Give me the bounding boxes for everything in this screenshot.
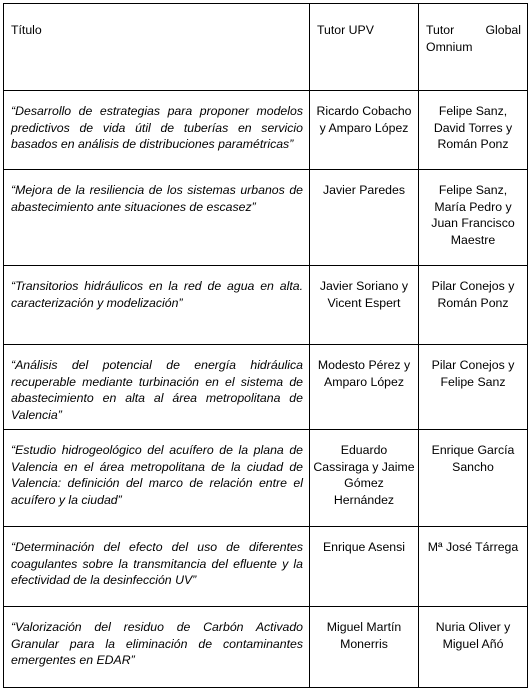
project-title: “Valorización del residuo de Carbón Activado Granular para la eliminación de contaminantes emergentes en EDAR” [4,607,310,688]
table-row [4,430,528,527]
tutor-upv-cell: Javier Paredes [310,170,419,266]
table-row [4,266,528,345]
header-row [4,4,528,91]
tutor-upv-cell: Javier Soriano y Vicent Espert [310,266,419,345]
project-title: “Estudio hidrogeológico del acuífero de la plana de Valencia en el área metropolitana de la ciudad de Valencia: definición del marco de relación entre el acuífero y la ciudad” [4,430,310,527]
project-title: “Transitorios hidráulicos en la red de agua en alta. caracterización y modelización” [4,266,310,345]
table-row [4,607,528,688]
tutor-upv-cell: Modesto Pérez y Amparo López [310,345,419,430]
tutor-global-cell: Enrique García Sancho [419,430,528,527]
tutor-upv-cell: Ricardo Cobacho y Amparo López [310,91,419,170]
tutor-global-cell: Pilar Conejos y Felipe Sanz [419,345,528,430]
header-tutor-upv: Tutor UPV [310,4,419,91]
table-row [4,345,528,430]
tutor-upv-cell: Miguel Martín Monerris [310,607,419,688]
table-row [4,170,528,266]
projects-table [3,3,528,688]
project-title: “Mejora de la resiliencia de los sistemas urbanos de abastecimiento ante situaciones de escasez” [4,170,310,266]
project-title: “Análisis del potencial de energía hidráulica recuperable mediante turbinación en el sistema de abastecimiento en alta al área metropolitana de Valencia” [4,345,310,430]
tutor-global-cell: Felipe Sanz, María Pedro y Juan Francisco Maestre [419,170,528,266]
header-tutor-global-line2: Omnium [426,39,473,54]
header-title: Título [4,4,310,91]
tutor-global-cell: Felipe Sanz, David Torres y Román Ponz [419,91,528,170]
tutor-global-cell: Mª José Tárrega [419,527,528,607]
project-title: “Determinación del efecto del uso de diferentes coagulantes sobre la transmitancia del efluente y la efectividad de la desinfección UV” [4,527,310,607]
tutor-upv-cell: Enrique Asensi [310,527,419,607]
table-row [4,527,528,607]
header-tutor-global-line1: Tutor Global [426,23,521,37]
tutor-global-cell: Nuria Oliver y Miguel Añó [419,607,528,688]
tutor-global-cell: Pilar Conejos y Román Ponz [419,266,528,345]
table-row [4,91,528,170]
tutor-upv-cell: Eduardo Cassiraga y Jaime Gómez Hernández [310,430,419,527]
header-tutor-global [419,4,528,91]
project-title: “Desarrollo de estrategias para proponer modelos predictivos de vida útil de tuberías en servicio basados en análisis de distribuciones paramétricas” [4,91,310,170]
